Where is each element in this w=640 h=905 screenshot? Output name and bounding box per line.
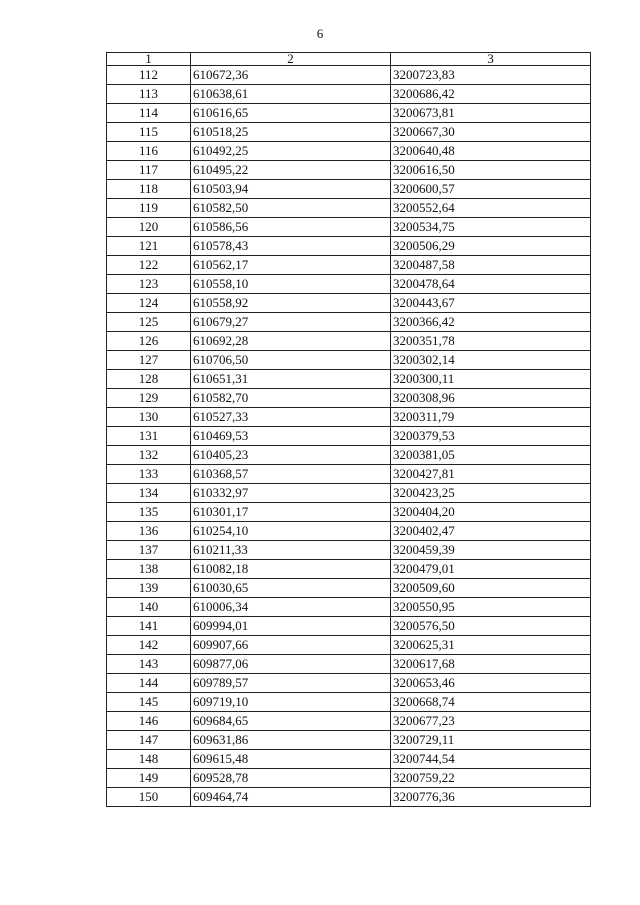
table-row bbox=[107, 446, 591, 465]
point-number-cell: 150 bbox=[107, 788, 191, 807]
x-coordinate-cell: 609464,74 bbox=[191, 788, 391, 807]
y-coordinate-cell: 3200744,54 bbox=[391, 750, 591, 769]
x-coordinate-cell: 610651,31 bbox=[191, 370, 391, 389]
x-coordinate-cell: 610332,97 bbox=[191, 484, 391, 503]
x-coordinate-cell: 610254,10 bbox=[191, 522, 391, 541]
x-coordinate-cell: 610405,23 bbox=[191, 446, 391, 465]
x-coordinate-cell: 610558,92 bbox=[191, 294, 391, 313]
point-number-cell: 149 bbox=[107, 769, 191, 788]
table-row bbox=[107, 313, 591, 332]
y-coordinate-cell: 3200381,05 bbox=[391, 446, 591, 465]
table-row bbox=[107, 275, 591, 294]
table-row bbox=[107, 579, 591, 598]
y-coordinate-cell: 3200300,11 bbox=[391, 370, 591, 389]
point-number-cell: 144 bbox=[107, 674, 191, 693]
x-coordinate-cell: 610518,25 bbox=[191, 123, 391, 142]
y-coordinate-cell: 3200673,81 bbox=[391, 104, 591, 123]
y-coordinate-cell: 3200552,64 bbox=[391, 199, 591, 218]
point-number-cell: 147 bbox=[107, 731, 191, 750]
point-number-cell: 133 bbox=[107, 465, 191, 484]
x-coordinate-cell: 610679,27 bbox=[191, 313, 391, 332]
point-number-cell: 116 bbox=[107, 142, 191, 161]
x-coordinate-cell: 610638,61 bbox=[191, 85, 391, 104]
point-number-cell: 122 bbox=[107, 256, 191, 275]
y-coordinate-cell: 3200379,53 bbox=[391, 427, 591, 446]
x-coordinate-cell: 609631,86 bbox=[191, 731, 391, 750]
y-coordinate-cell: 3200576,50 bbox=[391, 617, 591, 636]
x-coordinate-cell: 609528,78 bbox=[191, 769, 391, 788]
point-number-cell: 125 bbox=[107, 313, 191, 332]
point-number-cell: 135 bbox=[107, 503, 191, 522]
table-row bbox=[107, 465, 591, 484]
point-number-cell: 140 bbox=[107, 598, 191, 617]
point-number-cell: 145 bbox=[107, 693, 191, 712]
x-coordinate-cell: 610082,18 bbox=[191, 560, 391, 579]
x-coordinate-cell: 610562,17 bbox=[191, 256, 391, 275]
header-row bbox=[107, 53, 591, 66]
y-coordinate-cell: 3200667,30 bbox=[391, 123, 591, 142]
y-coordinate-cell: 3200302,14 bbox=[391, 351, 591, 370]
point-number-cell: 139 bbox=[107, 579, 191, 598]
x-coordinate-cell: 609789,57 bbox=[191, 674, 391, 693]
table-row bbox=[107, 218, 591, 237]
y-coordinate-cell: 3200625,31 bbox=[391, 636, 591, 655]
y-coordinate-cell: 3200402,47 bbox=[391, 522, 591, 541]
point-number-cell: 117 bbox=[107, 161, 191, 180]
x-coordinate-cell: 610006,34 bbox=[191, 598, 391, 617]
x-coordinate-cell: 610492,25 bbox=[191, 142, 391, 161]
table-row bbox=[107, 655, 591, 674]
table-row bbox=[107, 693, 591, 712]
table-body bbox=[107, 66, 591, 807]
table-row bbox=[107, 85, 591, 104]
point-number-cell: 128 bbox=[107, 370, 191, 389]
column-header-y: 3 bbox=[391, 53, 591, 66]
x-coordinate-cell: 609615,48 bbox=[191, 750, 391, 769]
point-number-cell: 127 bbox=[107, 351, 191, 370]
x-coordinate-cell: 610672,36 bbox=[191, 66, 391, 85]
x-coordinate-cell: 609994,01 bbox=[191, 617, 391, 636]
point-number-cell: 124 bbox=[107, 294, 191, 313]
table-row bbox=[107, 66, 591, 85]
x-coordinate-cell: 610692,28 bbox=[191, 332, 391, 351]
table-row bbox=[107, 370, 591, 389]
table-row bbox=[107, 104, 591, 123]
point-number-cell: 143 bbox=[107, 655, 191, 674]
table-row bbox=[107, 161, 591, 180]
table-row bbox=[107, 788, 591, 807]
x-coordinate-cell: 610030,65 bbox=[191, 579, 391, 598]
y-coordinate-cell: 3200311,79 bbox=[391, 408, 591, 427]
y-coordinate-cell: 3200308,96 bbox=[391, 389, 591, 408]
x-coordinate-cell: 609907,66 bbox=[191, 636, 391, 655]
table-row bbox=[107, 598, 591, 617]
y-coordinate-cell: 3200653,46 bbox=[391, 674, 591, 693]
y-coordinate-cell: 3200668,74 bbox=[391, 693, 591, 712]
y-coordinate-cell: 3200404,20 bbox=[391, 503, 591, 522]
point-number-cell: 113 bbox=[107, 85, 191, 104]
y-coordinate-cell: 3200640,48 bbox=[391, 142, 591, 161]
point-number-cell: 141 bbox=[107, 617, 191, 636]
page-number: 6 bbox=[316, 26, 324, 41]
x-coordinate-cell: 610503,94 bbox=[191, 180, 391, 199]
table-row bbox=[107, 389, 591, 408]
point-number-cell: 130 bbox=[107, 408, 191, 427]
table-row bbox=[107, 484, 591, 503]
y-coordinate-cell: 3200351,78 bbox=[391, 332, 591, 351]
y-coordinate-cell: 3200617,68 bbox=[391, 655, 591, 674]
table-row bbox=[107, 427, 591, 446]
table-row bbox=[107, 142, 591, 161]
table-row bbox=[107, 636, 591, 655]
x-coordinate-cell: 610586,56 bbox=[191, 218, 391, 237]
table-row bbox=[107, 750, 591, 769]
x-coordinate-cell: 610616,65 bbox=[191, 104, 391, 123]
y-coordinate-cell: 3200459,39 bbox=[391, 541, 591, 560]
y-coordinate-cell: 3200723,83 bbox=[391, 66, 591, 85]
table-header bbox=[107, 53, 591, 66]
point-number-cell: 121 bbox=[107, 237, 191, 256]
table-row bbox=[107, 199, 591, 218]
table-row bbox=[107, 237, 591, 256]
table-row bbox=[107, 503, 591, 522]
table-row bbox=[107, 408, 591, 427]
table-row bbox=[107, 560, 591, 579]
x-coordinate-cell: 610578,43 bbox=[191, 237, 391, 256]
y-coordinate-cell: 3200534,75 bbox=[391, 218, 591, 237]
point-number-cell: 126 bbox=[107, 332, 191, 351]
table-row bbox=[107, 294, 591, 313]
table-row bbox=[107, 522, 591, 541]
table-row bbox=[107, 712, 591, 731]
y-coordinate-cell: 3200776,36 bbox=[391, 788, 591, 807]
table-row bbox=[107, 731, 591, 750]
table-row bbox=[107, 123, 591, 142]
table-row bbox=[107, 180, 591, 199]
point-number-cell: 123 bbox=[107, 275, 191, 294]
x-coordinate-cell: 610495,22 bbox=[191, 161, 391, 180]
x-coordinate-cell: 609719,10 bbox=[191, 693, 391, 712]
y-coordinate-cell: 3200506,29 bbox=[391, 237, 591, 256]
column-header-point-number: 1 bbox=[107, 53, 191, 66]
x-coordinate-cell: 610469,53 bbox=[191, 427, 391, 446]
point-number-cell: 131 bbox=[107, 427, 191, 446]
x-coordinate-cell: 609684,65 bbox=[191, 712, 391, 731]
y-coordinate-cell: 3200677,23 bbox=[391, 712, 591, 731]
point-number-cell: 137 bbox=[107, 541, 191, 560]
table-row bbox=[107, 256, 591, 275]
x-coordinate-cell: 610211,33 bbox=[191, 541, 391, 560]
y-coordinate-cell: 3200729,11 bbox=[391, 731, 591, 750]
y-coordinate-cell: 3200509,60 bbox=[391, 579, 591, 598]
y-coordinate-cell: 3200616,50 bbox=[391, 161, 591, 180]
table-row bbox=[107, 617, 591, 636]
x-coordinate-cell: 609877,06 bbox=[191, 655, 391, 674]
x-coordinate-cell: 610582,50 bbox=[191, 199, 391, 218]
x-coordinate-cell: 610582,70 bbox=[191, 389, 391, 408]
coordinates-table bbox=[106, 52, 591, 807]
point-number-cell: 148 bbox=[107, 750, 191, 769]
y-coordinate-cell: 3200487,58 bbox=[391, 256, 591, 275]
y-coordinate-cell: 3200759,22 bbox=[391, 769, 591, 788]
table-row bbox=[107, 674, 591, 693]
point-number-cell: 132 bbox=[107, 446, 191, 465]
y-coordinate-cell: 3200479,01 bbox=[391, 560, 591, 579]
y-coordinate-cell: 3200423,25 bbox=[391, 484, 591, 503]
column-header-x: 2 bbox=[191, 53, 391, 66]
y-coordinate-cell: 3200427,81 bbox=[391, 465, 591, 484]
table-row bbox=[107, 351, 591, 370]
x-coordinate-cell: 610706,50 bbox=[191, 351, 391, 370]
point-number-cell: 136 bbox=[107, 522, 191, 541]
x-coordinate-cell: 610368,57 bbox=[191, 465, 391, 484]
point-number-cell: 114 bbox=[107, 104, 191, 123]
y-coordinate-cell: 3200366,42 bbox=[391, 313, 591, 332]
point-number-cell: 138 bbox=[107, 560, 191, 579]
point-number-cell: 118 bbox=[107, 180, 191, 199]
y-coordinate-cell: 3200600,57 bbox=[391, 180, 591, 199]
y-coordinate-cell: 3200686,42 bbox=[391, 85, 591, 104]
point-number-cell: 134 bbox=[107, 484, 191, 503]
point-number-cell: 146 bbox=[107, 712, 191, 731]
y-coordinate-cell: 3200550,95 bbox=[391, 598, 591, 617]
y-coordinate-cell: 3200443,67 bbox=[391, 294, 591, 313]
table-row bbox=[107, 769, 591, 788]
point-number-cell: 112 bbox=[107, 66, 191, 85]
x-coordinate-cell: 610527,33 bbox=[191, 408, 391, 427]
table-row bbox=[107, 541, 591, 560]
y-coordinate-cell: 3200478,64 bbox=[391, 275, 591, 294]
point-number-cell: 142 bbox=[107, 636, 191, 655]
x-coordinate-cell: 610558,10 bbox=[191, 275, 391, 294]
x-coordinate-cell: 610301,17 bbox=[191, 503, 391, 522]
point-number-cell: 129 bbox=[107, 389, 191, 408]
point-number-cell: 115 bbox=[107, 123, 191, 142]
table-row bbox=[107, 332, 591, 351]
point-number-cell: 120 bbox=[107, 218, 191, 237]
point-number-cell: 119 bbox=[107, 199, 191, 218]
